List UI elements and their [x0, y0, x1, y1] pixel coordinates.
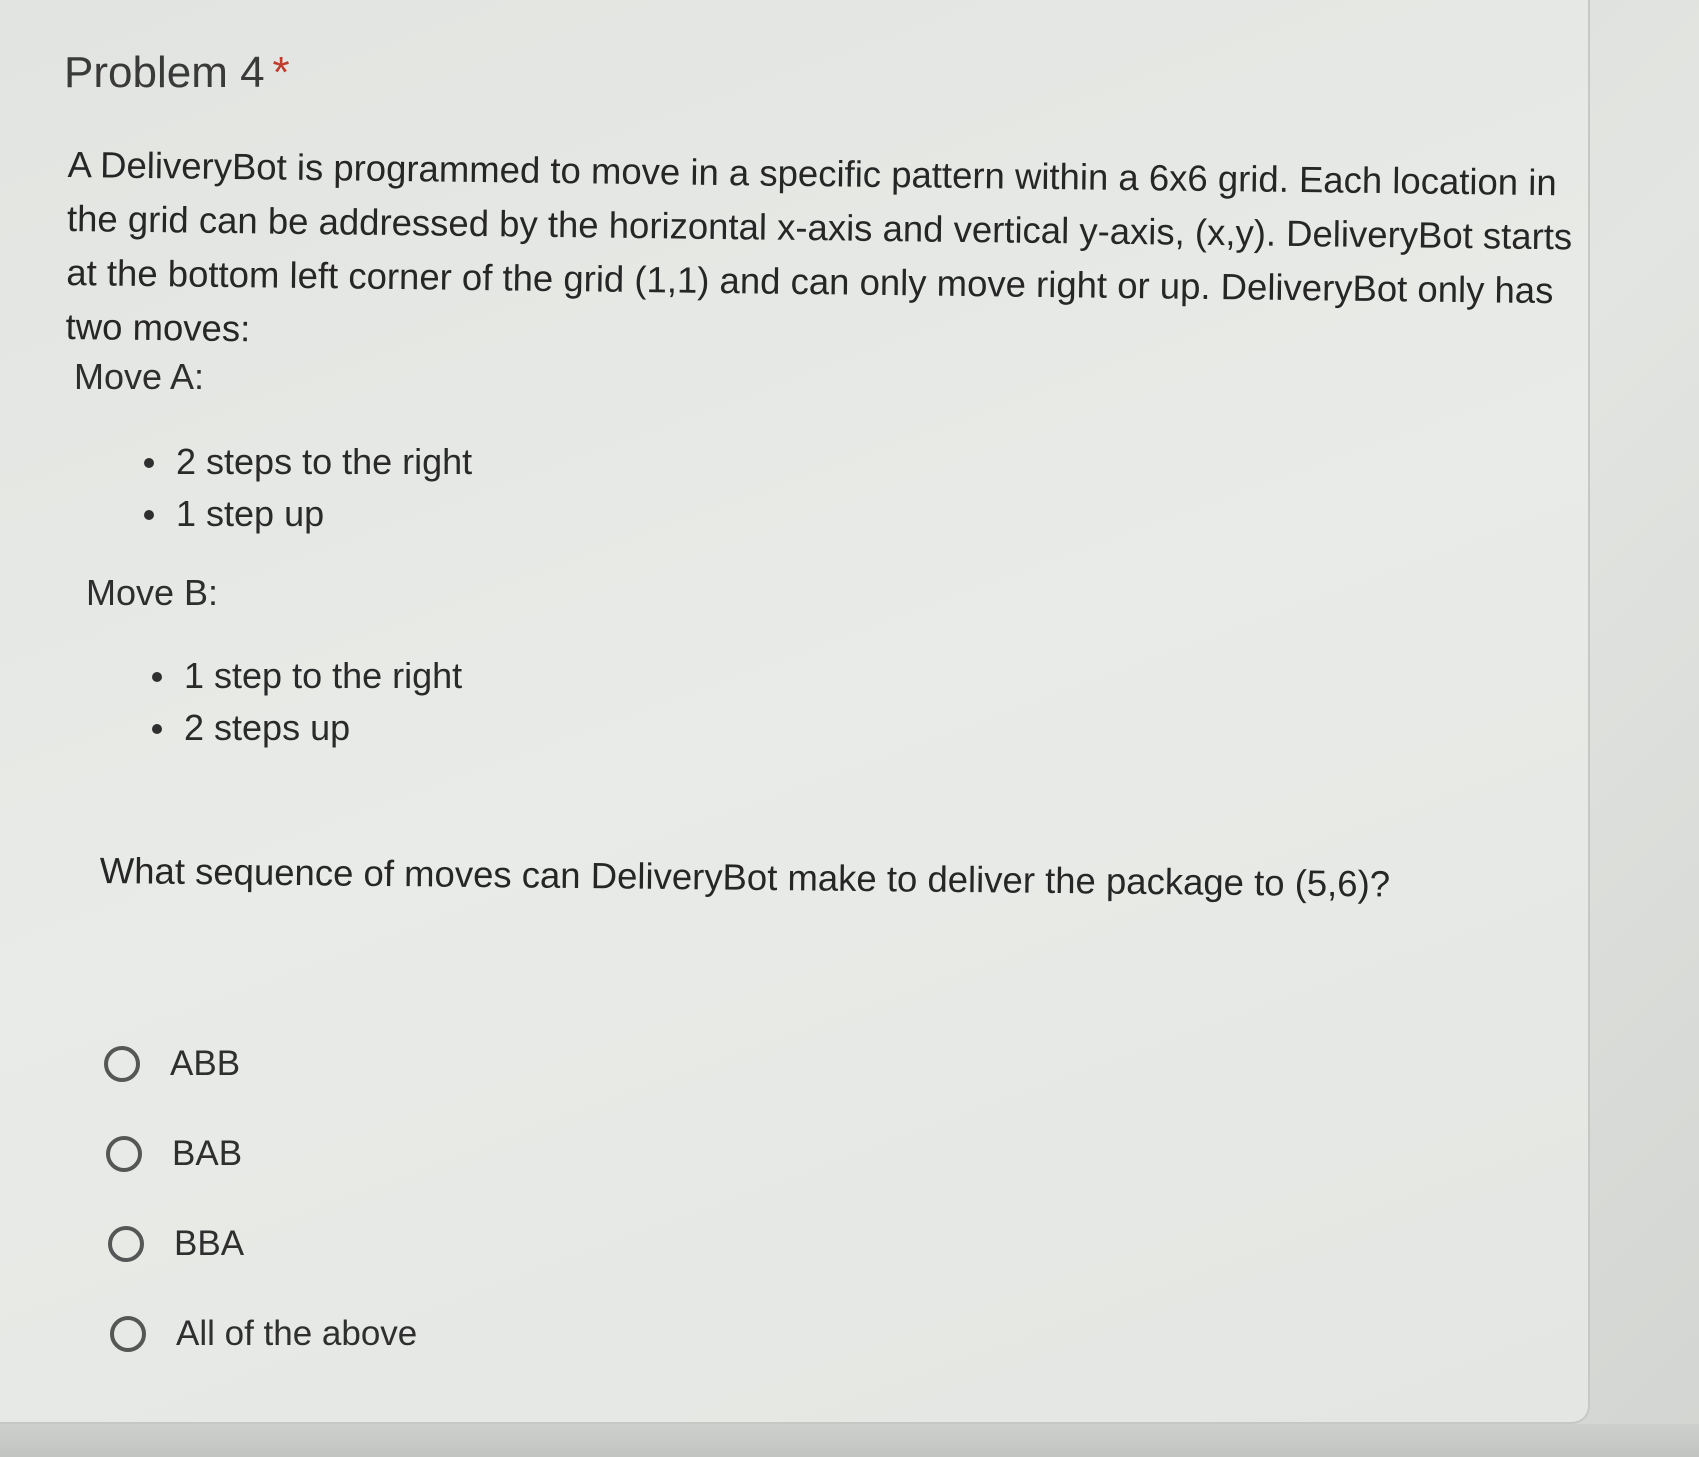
move-a-steps — [136, 436, 472, 540]
option-abb[interactable] — [104, 1036, 240, 1092]
list-item — [144, 702, 462, 754]
option-label: BAB — [172, 1134, 243, 1173]
move-b-heading: Move B: — [86, 572, 219, 613]
option-all-of-the-above[interactable] — [110, 1306, 417, 1362]
radio-button-icon[interactable] — [106, 1136, 142, 1172]
page-background — [0, 1424, 1699, 1457]
radio-button-icon[interactable] — [104, 1046, 140, 1082]
move-b-step-1: 1 step to the right — [184, 655, 463, 696]
option-label: All of the above — [176, 1314, 418, 1353]
move-a-step-1: 2 steps to the right — [176, 441, 473, 482]
option-label: BBA — [174, 1224, 245, 1263]
question-prompt: What sequence of moves can DeliveryBot make to deliver the package to (5,6)? — [99, 850, 1391, 905]
question-title — [64, 48, 290, 98]
list-item — [136, 436, 472, 488]
move-a-step-2: 1 step up — [176, 493, 325, 534]
required-asterisk: * — [272, 48, 290, 97]
bullet-icon — [152, 672, 162, 682]
question-description: A DeliveryBot is programmed to move in a specific pattern within a 6x6 grid. Each location in the grid can be addressed by the horizontal x-axis and vertical y-axis, (x,y). DeliveryBot starts at the bottom left corner of the grid (1,1) and can only move right or up. DeliveryBot only has two moves: — [65, 143, 1573, 350]
option-label: ABB — [170, 1044, 241, 1083]
question-title-text: Problem 4 — [64, 48, 265, 97]
move-b-steps — [144, 650, 462, 754]
option-bab[interactable] — [106, 1126, 242, 1182]
bullet-icon — [144, 510, 154, 520]
radio-button-icon[interactable] — [110, 1316, 146, 1352]
radio-button-icon[interactable] — [108, 1226, 144, 1262]
move-b-step-2: 2 steps up — [184, 707, 351, 748]
bullet-icon — [144, 458, 154, 468]
option-bba[interactable] — [108, 1216, 244, 1272]
bullet-icon — [152, 724, 162, 734]
list-item — [144, 650, 462, 702]
move-a-heading: Move A: — [74, 356, 205, 397]
list-item — [136, 488, 472, 540]
